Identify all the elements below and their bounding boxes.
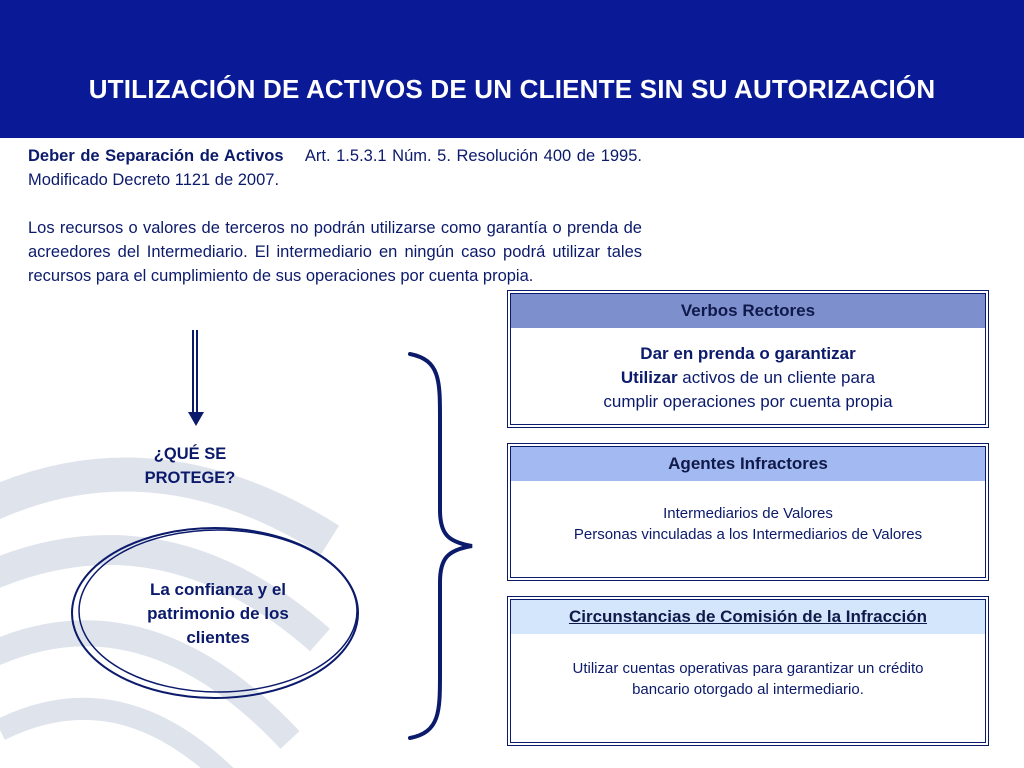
circumstances-box [510, 599, 986, 743]
verbs-box-title: Verbos Rectores [511, 294, 985, 328]
rule-paragraph: Los recursos o valores de terceros no podrán utilizarse como garantía o prenda de acreedores del Intermediario. El intermediario en ningún caso podrá utilizar tales recursos para el cumplimiento de sus operaciones por cuenta propia. [28, 219, 642, 285]
circumstances-box-title: Circunstancias de Comisión de la Infracción [511, 600, 985, 634]
slide-header [0, 0, 1024, 138]
agents-box [510, 446, 986, 578]
protected-assets-text: La confianza y el patrimonio de los clientes [147, 580, 289, 647]
verbs-box-body: Dar en prenda o garantizar Utilizar activos de un cliente para cumplir operaciones por cuenta propia [603, 344, 893, 411]
legal-reference [28, 144, 642, 192]
curly-brace-icon [404, 350, 476, 742]
circumstances-box-body: Utilizar cuentas operativas para garantizar un crédito bancario otorgado al intermediario. [572, 660, 924, 698]
intro-text [28, 144, 642, 288]
reference-text: Art. 1.5.3.1 Núm. 5. Resolución 400 de 1995. Modificado Decreto 1121 de 2007. [28, 147, 642, 189]
down-arrow-icon [183, 330, 209, 428]
agents-box-title: Agentes Infractores [511, 447, 985, 481]
slide-title: UTILIZACIÓN DE ACTIVOS DE UN CLIENTE SIN SU AUTORIZACIÓN [88, 74, 936, 104]
duty-label: Deber de Separación de Activos [28, 147, 284, 165]
verbs-box [510, 293, 986, 425]
agents-box-body: Intermediarios de Valores Personas vinculadas a los Intermediarios de Valores [573, 505, 923, 543]
question-label: ¿QUÉ SE PROTEGE? [144, 445, 236, 487]
